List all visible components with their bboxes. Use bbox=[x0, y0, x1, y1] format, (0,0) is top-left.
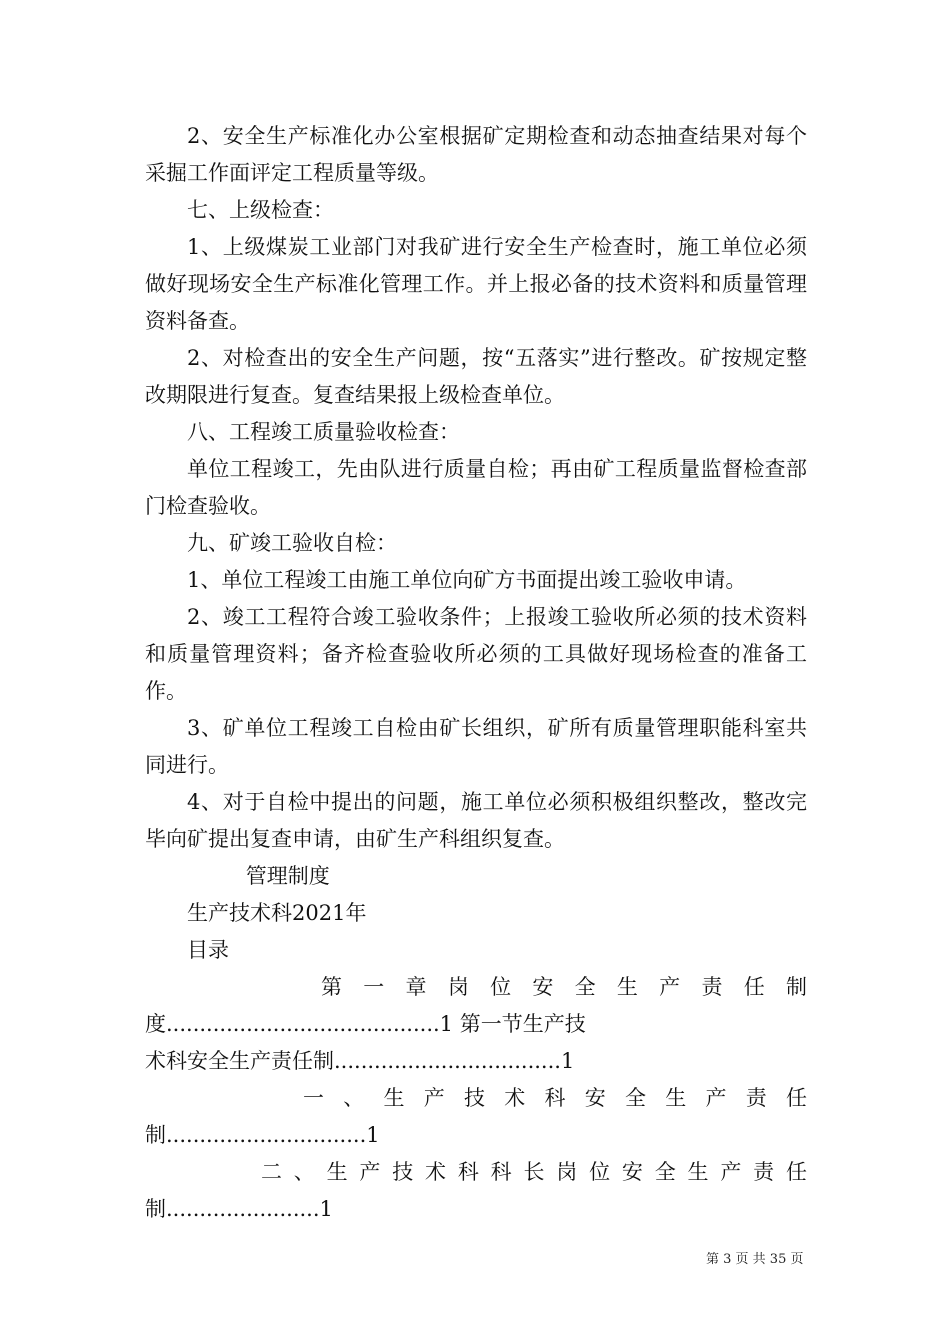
paragraph-standardization-office: 2、安全生产标准化办公室根据矿定期检查和动态抽查结果对每个采掘工作面评定工程质量等级。 bbox=[145, 124, 807, 185]
toc-entry-item-two bbox=[145, 1154, 807, 1228]
paragraph-superior-inspection-1: 1、上级煤炭工业部门对我矿进行安全生产检查时，施工单位必须做好现场安全生产标准化管理工作。并上报必备的技术资料和质量管理资料备查。 bbox=[145, 235, 807, 333]
paragraph-self-check-3: 3、矿单位工程竣工自检由矿长组织，矿所有质量管理职能科室共同进行。 bbox=[145, 716, 807, 777]
heading-section-seven: 七、上级检查： bbox=[187, 198, 334, 222]
toc-entry-line: 第 一 章 岗 位 安 全 生 产 责 任 制 bbox=[321, 975, 807, 999]
toc-entry-line: 一 、 生 产 技 术 科 安 全 生 产 责 任 bbox=[303, 1086, 807, 1110]
paragraph-self-check-4: 4、对于自检中提出的问题，施工单位必须积极组织整改，整改完毕向矿提出复查申请，由矿生产科组织复查。 bbox=[145, 790, 807, 851]
document-title: 管理制度 bbox=[245, 864, 330, 888]
toc-entry-line: 制.......................1 bbox=[145, 1197, 333, 1221]
table-of-contents bbox=[145, 969, 807, 1228]
toc-entry-line: 术科安全生产责任制..................................1 bbox=[145, 1049, 575, 1073]
paragraph-completion-inspection: 单位工程竣工，先由队进行质量自检；再由矿工程质量监督检查部门检查验收。 bbox=[145, 457, 807, 518]
page-body bbox=[145, 118, 807, 1228]
paragraph-self-check-2: 2、竣工工程符合竣工验收条件；上报竣工验收所必须的技术资料和质量管理资料；备齐检查验收所必须的工具做好现场检查的准备工作。 bbox=[145, 605, 807, 703]
document-department-year: 生产技术科2021年 bbox=[187, 901, 367, 925]
toc-entry-line: 二 、 生 产 技 术 科 科 长 岗 位 安 全 生 产 责 任 bbox=[261, 1160, 807, 1184]
toc-entry-line: 制..............................1 bbox=[145, 1123, 380, 1147]
toc-heading: 目录 bbox=[187, 938, 229, 962]
page-number-footer: 第 3 页 共 35 页 bbox=[706, 1252, 804, 1267]
heading-section-eight: 八、工程竣工质量验收检查： bbox=[187, 420, 460, 444]
paragraph-superior-inspection-2: 2、对检查出的安全生产问题，按“五落实”进行整改。矿按规定整改期限进行复查。复查结果报上级检查单位。 bbox=[145, 346, 807, 407]
toc-entry-chapter-one bbox=[145, 969, 807, 1080]
toc-entry-line: 度.........................................1 第一节生产技 bbox=[145, 1012, 586, 1036]
toc-entry-item-one bbox=[145, 1080, 807, 1154]
heading-section-nine: 九、矿竣工验收自检： bbox=[187, 531, 397, 555]
paragraph-self-check-1: 1、单位工程竣工由施工单位向矿方书面提出竣工验收申请。 bbox=[187, 568, 747, 592]
